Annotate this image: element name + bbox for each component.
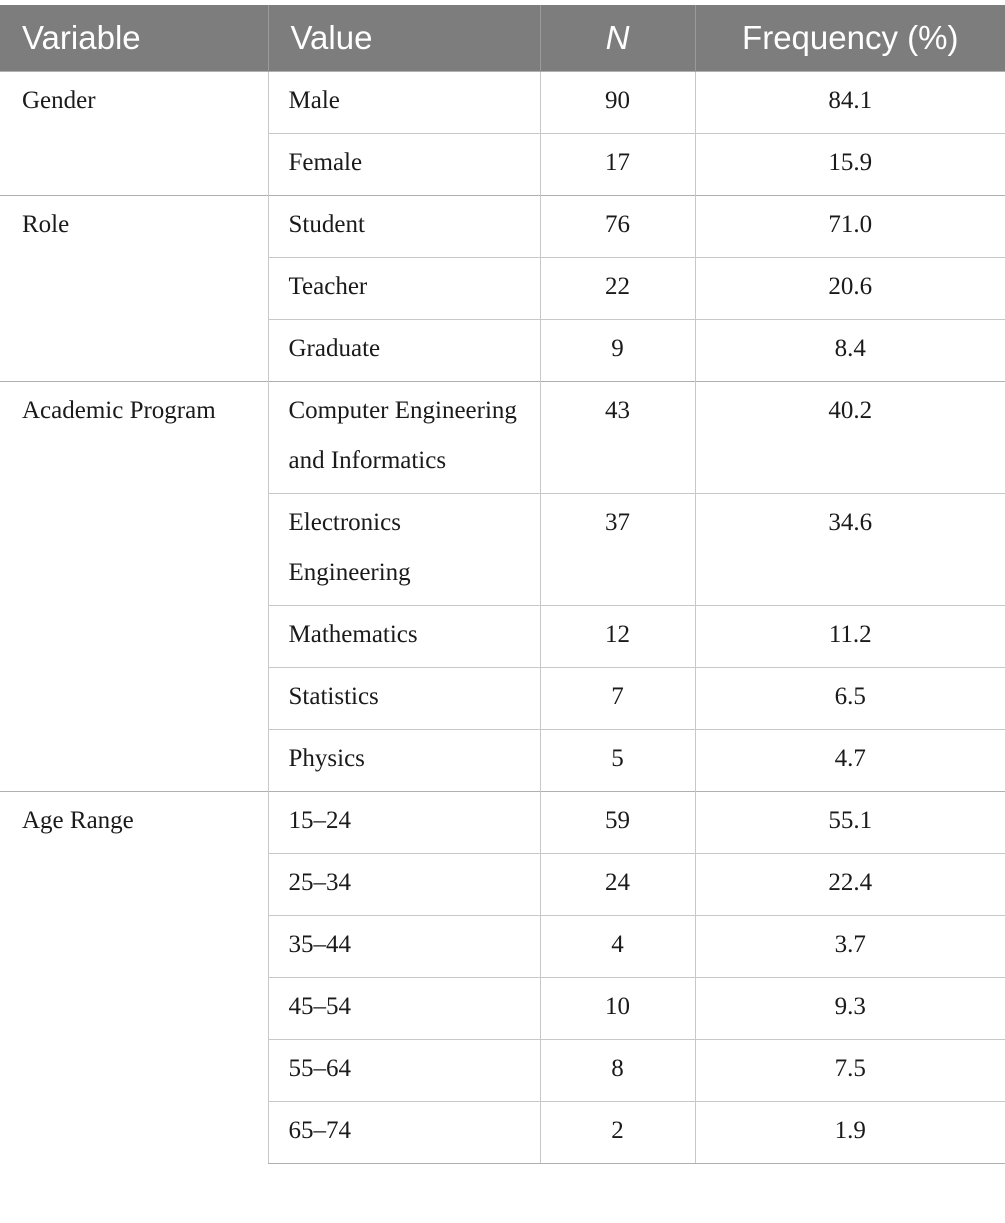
frequency-cell: 4.7 [695,729,1005,791]
table-body [0,71,1005,1163]
n-cell: 22 [540,257,695,319]
value-cell: 25–34 [268,853,540,915]
table-row [0,381,1005,493]
value-cell: Graduate [268,319,540,381]
n-cell: 17 [540,133,695,195]
value-cell: Electronics Engineering [268,493,540,605]
frequency-cell: 15.9 [695,133,1005,195]
value-cell: 35–44 [268,915,540,977]
value-cell: 55–64 [268,1039,540,1101]
frequency-cell: 84.1 [695,71,1005,133]
n-cell: 9 [540,319,695,381]
header-n-label: N [605,18,630,56]
frequency-cell: 11.2 [695,605,1005,667]
header-row [0,5,1005,71]
header-value: Value [268,5,540,71]
variable-cell: Gender [0,71,268,195]
frequency-cell: 40.2 [695,381,1005,493]
n-cell: 24 [540,853,695,915]
n-cell: 37 [540,493,695,605]
frequency-cell: 71.0 [695,195,1005,257]
n-cell: 10 [540,977,695,1039]
value-cell: 65–74 [268,1101,540,1163]
value-cell: Computer Engineering and Informatics [268,381,540,493]
frequency-cell: 8.4 [695,319,1005,381]
n-cell: 59 [540,791,695,853]
variable-cell: Academic Program [0,381,268,791]
n-cell: 5 [540,729,695,791]
value-cell: Statistics [268,667,540,729]
value-cell: Teacher [268,257,540,319]
n-cell: 2 [540,1101,695,1163]
table-row [0,195,1005,257]
frequency-cell: 6.5 [695,667,1005,729]
frequency-cell: 1.9 [695,1101,1005,1163]
header-variable: Variable [0,5,268,71]
variable-cell: Age Range [0,791,268,1163]
header-frequency: Frequency (%) [695,5,1005,71]
frequency-cell: 55.1 [695,791,1005,853]
value-cell: Physics [268,729,540,791]
frequency-cell: 9.3 [695,977,1005,1039]
table-row [0,791,1005,853]
n-cell: 7 [540,667,695,729]
value-cell: Female [268,133,540,195]
frequency-cell: 3.7 [695,915,1005,977]
variable-cell: Role [0,195,268,381]
demographics-table [0,5,1005,1164]
frequency-cell: 7.5 [695,1039,1005,1101]
n-cell: 43 [540,381,695,493]
frequency-cell: 20.6 [695,257,1005,319]
n-cell: 12 [540,605,695,667]
n-cell: 8 [540,1039,695,1101]
frequency-cell: 34.6 [695,493,1005,605]
table-header [0,5,1005,71]
value-cell: Student [268,195,540,257]
n-cell: 90 [540,71,695,133]
n-cell: 4 [540,915,695,977]
value-cell: 15–24 [268,791,540,853]
value-cell: Mathematics [268,605,540,667]
value-cell: Male [268,71,540,133]
frequency-cell: 22.4 [695,853,1005,915]
value-cell: 45–54 [268,977,540,1039]
table-row [0,71,1005,133]
n-cell: 76 [540,195,695,257]
header-n [540,5,695,71]
